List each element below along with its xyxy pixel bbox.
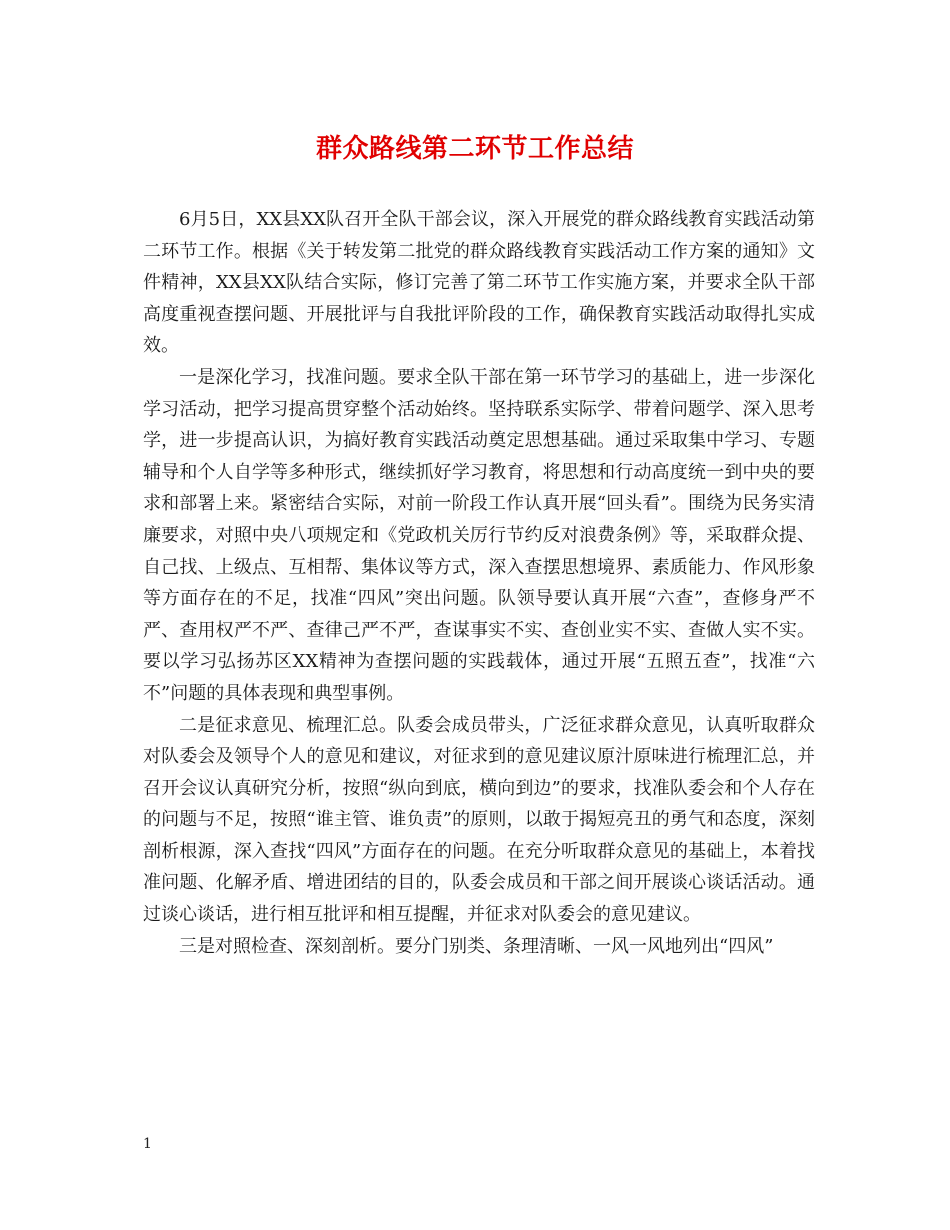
page-number: 1 bbox=[143, 1136, 152, 1152]
document-body bbox=[143, 204, 815, 962]
paragraph-solicit-opinions: 二是征求意见、梳理汇总。队委会成员带头，广泛征求群众意见，认真听取群众对队委会及领导个人的意见和建议，对征求到的意见建议原汁原味进行梳理汇总，并召开会议认真研究分析，按照“纵向到底，横向到边”的要求，找准队委会和个人存在的问题与不足，按照“谁主管、谁负责”的原则，以敢于揭短亮丑的勇气和态度，深刻剖析根源，深入查找“四风”方面存在的问题。在充分听取群众意见的基础上，本着找准问题、化解矛盾、增进团结的目的，队委会成员和干部之间开展谈心谈话活动。通过谈心谈话，进行相互批评和相互提醒，并征求对队委会的意见建议。 bbox=[143, 714, 815, 926]
paragraph-intro: 6月5日，XX县XX队召开全队干部会议，深入开展党的群众路线教育实践活动第二环节工作。根据《关于转发第二批党的群众路线教育实践活动工作方案的通知》文件精神，XX县XX队结合实际，修订完善了第二环节工作实施方案，并要求全队干部高度重视查摆问题、开展批评与自我批评阶段的工作，确保教育实践活动取得扎实成效。 bbox=[143, 209, 815, 357]
paragraph-self-examination: 三是对照检查、深刻剖析。要分门别类、条理清晰、一风一风地列出“四风” bbox=[179, 935, 774, 957]
paragraph-deepen-study: 一是深化学习，找准问题。要求全队干部在第一环节学习的基础上，进一步深化学习活动，把学习提高贯穿整个活动始终。坚持联系实际学、带着问题学、深入思考学，进一步提高认识，为搞好教育实践活动奠定思想基础。通过采取集中学习、专题辅导和个人自学等多种形式，继续抓好学习教育，将思想和行动高度统一到中央的要求和部署上来。紧密结合实际，对前一阶段工作认真开展“回头看”。围绕为民务实清廉要求，对照中央八项规定和《党政机关厉行节约反对浪费条例》等，采取群众提、自己找、上级点、互相帮、集体议等方式，深入查摆思想境界、素质能力、作风形象等方面存在的不足，找准“四风”突出问题。队领导要认真开展“六查”，查修身严不严、查用权严不严、查律己严不严，查谋事实不实、查创业实不实、查做人实不实。要以学习弘扬苏区XX精神为查摆问题的实践载体，通过开展“五照五查”，找准“六不”问题的具体表现和典型事例。 bbox=[143, 366, 815, 704]
document-title: 群众路线第二环节工作总结 bbox=[315, 134, 634, 164]
